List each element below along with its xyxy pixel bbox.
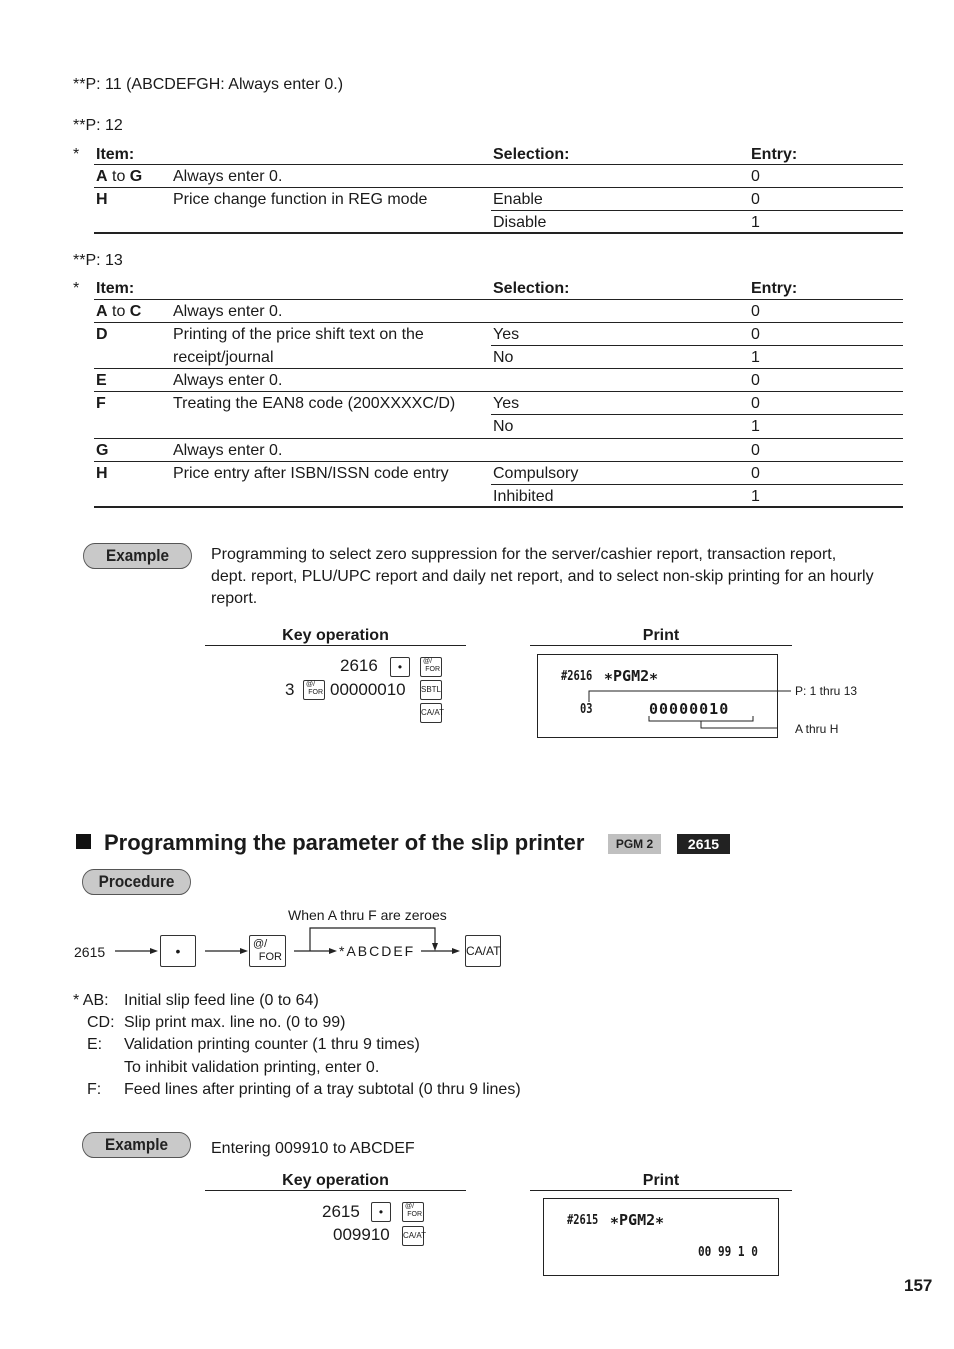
note-e-sub: To inhibit validation printing, enter 0. [124,1059,380,1076]
table-row: No 1 [94,415,903,439]
table-row: receipt/journal No 1 [94,346,903,369]
key-op1-line2-pre: 3 [285,680,295,699]
header-item: Item: [96,146,135,163]
note-f-prefix: F: [87,1081,102,1098]
note-p-thru: P: 1 thru 13 [795,684,858,698]
note-cd-text: Slip print max. line no. (0 to 99) [124,1014,346,1031]
receipt-pgm: ∗PGM2∗ [610,1211,665,1229]
procedure-start: 2615 [74,944,106,960]
key-operation-heading: Key operation [205,626,466,646]
point-key: • [390,657,410,677]
key-op1-line1: 2616 [340,656,378,675]
note-e-prefix: E: [87,1036,103,1053]
key-operation-heading: Key operation [205,1171,466,1191]
p12-star: * [73,146,80,163]
example-badge: Example [82,1132,191,1158]
print-heading: Print [530,626,792,646]
example1-text-2: dept. report, PLU/UPC report and daily net report, and to select non-skip printing for an hourly [211,568,874,585]
key-op2-line2: 009910 [333,1225,390,1244]
for-key: @/ FOR [420,657,442,677]
p13-label: **P: 13 [73,252,123,269]
for-key: @/ FOR [303,680,325,700]
p13-star: * [73,280,80,297]
table-row: D Printing of the price shift text on the Yes 0 [94,323,903,346]
example2-text: Entering 009910 to ABCDEF [211,1140,415,1157]
table-row: A to G Always enter 0. 0 [94,165,903,188]
procedure-abcdef: *ABCDEF [339,943,416,959]
section-title: Programming the parameter of the slip printer [104,830,585,855]
table-row: F Treating the EAN8 code (200XXXXC/D) Yes 0 [94,392,903,415]
caat-key: CA/AT [465,935,501,967]
procedure-badge: Procedure [82,869,191,895]
table-row: H Price change function in REG mode Enable 0 [94,188,903,211]
caat-key: CA/AT [402,1226,424,1246]
note-f-text: Feed lines after printing of a tray subtotal (0 thru 9 lines) [124,1081,521,1098]
header-entry: Entry: [751,146,798,163]
p11-note: **P: 11 (ABCDEFGH: Always enter 0.) [73,76,344,93]
header-item: Item: [96,280,135,297]
header-entry: Entry: [751,280,798,297]
example1-text-3: report. [211,590,258,607]
sbtl-key: SBTL [420,680,442,700]
table-row: Inhibited 1 [94,485,903,508]
print-heading: Print [530,1171,792,1191]
for-key: @/ FOR [402,1202,424,1222]
table-row: E Always enter 0. 0 [94,369,903,392]
receipt-value: 00 99 1 0 [698,1245,758,1260]
procedure-note: When A thru F are zeroes [288,907,447,923]
key-op2-line1: 2615 [322,1202,360,1221]
example-badge: Example [83,543,192,569]
code-badge: 2615 [677,834,730,854]
receipt-code: #2615 [567,1213,599,1228]
receipt-value: 00000010 [649,700,730,718]
example1-text-1: Programming to select zero suppression for the server/cashier report, transaction report, [211,546,837,563]
p12-label: **P: 12 [73,117,123,134]
note-cd-prefix: CD: [87,1014,115,1031]
note-ab-prefix: * AB: [73,992,109,1009]
note-e-text: Validation printing counter (1 thru 9 times) [124,1036,420,1053]
receipt-code: #2616 [561,669,593,684]
table-row: Disable 1 [94,211,903,234]
p13-table [94,277,903,508]
table-row: G Always enter 0. 0 [94,439,903,462]
receipt-pgm: ∗PGM2∗ [604,667,659,685]
header-selection: Selection: [493,280,570,297]
for-key: @/ FOR [249,935,286,967]
page-number: 157 [904,1276,933,1295]
point-key: • [160,935,196,967]
receipt-print-2 [543,1198,779,1276]
note-a-thru: A thru H [795,722,839,736]
key-op1-line2-num: 00000010 [330,680,406,699]
p12-table [94,143,903,234]
header-selection: Selection: [493,146,570,163]
receipt-left: 03 [580,702,593,717]
table-row: A to C Always enter 0. 0 [94,300,903,323]
mode-badge: PGM 2 [608,834,661,854]
caat-key: CA/AT [420,703,442,723]
table-row: H Price entry after ISBN/ISSN code entry Compulsory 0 [94,462,903,485]
receipt-leader-lines [575,688,795,738]
point-key: • [371,1202,391,1222]
note-ab-text: Initial slip feed line (0 to 64) [124,992,319,1009]
section-bullet-icon [76,834,91,849]
